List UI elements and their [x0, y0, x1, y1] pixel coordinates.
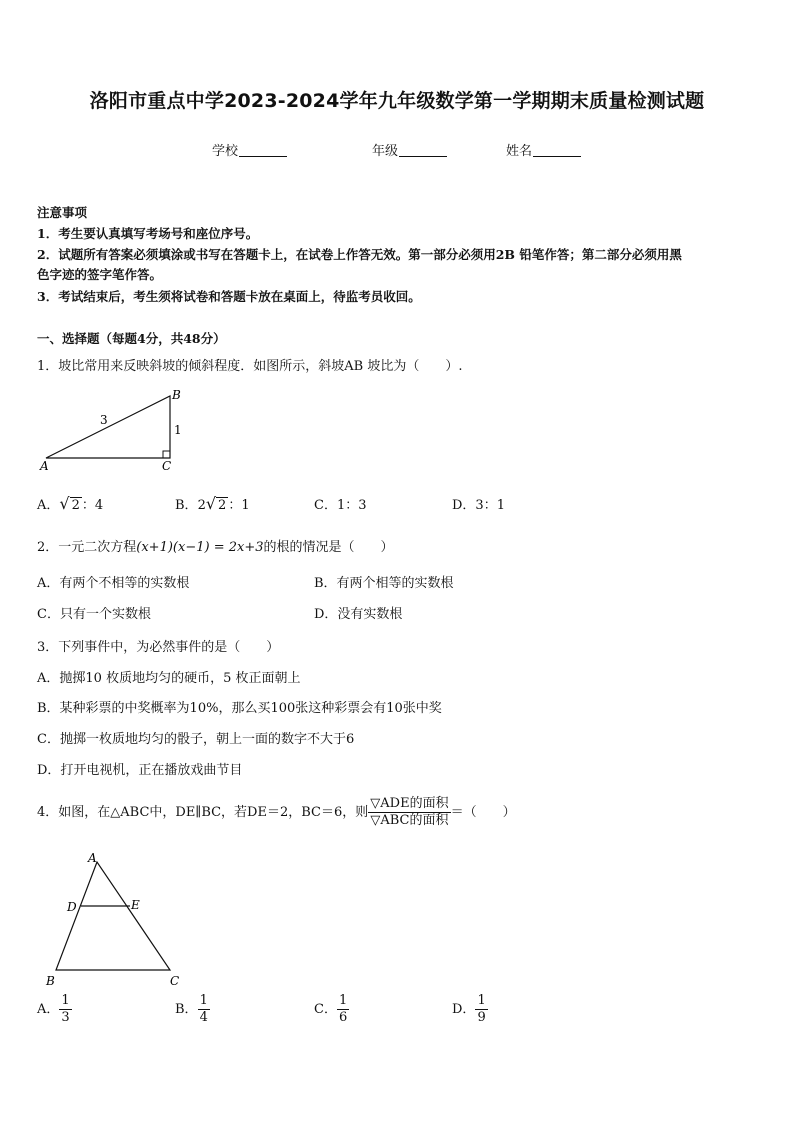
area-ratio-fraction: $\frac{\text{▽ADE的面积}}{\text{▽ABC的面积}}$: [370, 796, 449, 828]
sqrt-symbol: √: [205, 494, 217, 513]
name-field: [506, 140, 581, 159]
name-label: 姓名: [506, 144, 533, 159]
fraction: $\frac{1}{3}$: [61, 993, 70, 1025]
school-label: 学校: [212, 144, 239, 159]
question-1-stem: 1．坡比常用来反映斜坡的倾斜程度．如图所示，斜坡AB 坡比为（ ）.: [37, 359, 463, 374]
q3-option-c: C．抛掷一枚质地均匀的骰子，朝上一面的数字不大于6: [37, 732, 355, 747]
q1-option-d: D．3：1: [452, 498, 505, 513]
label-e: E: [131, 898, 140, 912]
coefficient: 2: [197, 498, 206, 513]
school-field: [212, 140, 287, 159]
grade-blank: [399, 144, 447, 157]
label-c: C: [162, 459, 172, 473]
grade-label: 年级: [372, 144, 399, 159]
label-a: A: [40, 459, 49, 473]
question-2-stem: 2．一元二次方程(x+1)(x−1) = 2x+3的根的情况是（ ）: [37, 540, 394, 555]
note-item: 3．考试结束后，考生须将试卷和答题卡放在桌面上，待监考员收回。: [37, 289, 421, 304]
q4-triangle-figure: [40, 848, 190, 990]
fraction: $\frac{1}{4}$: [199, 993, 208, 1025]
q1-option-a: A．√ 2 ：4: [37, 494, 104, 513]
q4-option-d: D． $\frac{1}{9}$: [452, 993, 486, 1025]
section-heading: 一、选择题（每题4分，共48分）: [37, 331, 226, 346]
q3-option-d: D．打开电视机，正在播放戏曲节目: [37, 763, 243, 778]
note-item: 1．考生要认真填写考场号和座位序号。: [37, 226, 259, 241]
label-c: C: [170, 974, 180, 988]
sqrt-symbol: √: [59, 494, 70, 513]
label-b: B: [172, 388, 181, 402]
q2-option-a: A．有两个不相等的实数根: [37, 576, 190, 591]
q3-option-b: B．某种彩票的中奖概率为10%，那么买100张这种彩票会有10张中奖: [37, 701, 442, 716]
q4-option-c: C． $\frac{1}{6}$: [314, 993, 348, 1025]
q2-option-d: D．没有实数根: [314, 607, 403, 622]
question-3-stem: 3．下列事件中，为必然事件的是（ ）: [37, 640, 280, 655]
name-blank: [533, 144, 581, 157]
q1-option-b: B．2√ 2 ：1: [175, 494, 250, 513]
label-d: D: [67, 900, 77, 914]
school-blank: [239, 144, 287, 157]
q2-option-b: B．有两个相等的实数根: [314, 576, 454, 591]
q3-option-a: A．抛掷10 枚质地均匀的硬币，5 枚正面朝上: [37, 671, 301, 686]
grade-field: [372, 140, 447, 159]
q4-option-a: A． $\frac{1}{3}$: [37, 993, 70, 1025]
fraction: $\frac{1}{6}$: [338, 993, 348, 1025]
note-item: 2．试题所有答案必须填涂或书写在答题卡上，在试卷上作答无效。第一部分必须用2B 铅笔作答；第二部分必须用黑: [37, 247, 682, 262]
equation: (x+1)(x−1) = 2x+3: [136, 540, 264, 555]
radicand: 2: [218, 498, 227, 513]
triangle-abc: [46, 396, 170, 458]
triangle-abc: [56, 862, 170, 970]
q4-option-b: B． $\frac{1}{4}$: [175, 993, 208, 1025]
side-bc-length: 1: [174, 423, 182, 437]
note-item: 色字迹的签字笔作答。: [37, 267, 163, 282]
fraction: $\frac{1}{9}$: [477, 993, 486, 1025]
label-b: B: [46, 974, 55, 988]
q1-option-c: C．1：3: [314, 498, 367, 513]
side-ab-length: 3: [100, 413, 108, 427]
question-4-stem: 4．如图，在△ABC中，DE∥BC，若DE＝2，BC＝6，则 $\frac{\text{▽ADE的面积}}{\text{▽ABC的面积}}$ ＝（ ）: [37, 796, 516, 828]
radicand: 2: [71, 498, 80, 513]
right-angle-mark: [163, 451, 170, 458]
page-title: 洛阳市重点中学2023-2024学年九年级数学第一学期期末质量检测试题: [89, 90, 705, 112]
label-a: A: [88, 851, 97, 865]
notes-heading: 注意事项: [37, 205, 88, 220]
q1-right-triangle-figure: [36, 384, 186, 476]
q2-option-c: C．只有一个实数根: [37, 607, 151, 622]
